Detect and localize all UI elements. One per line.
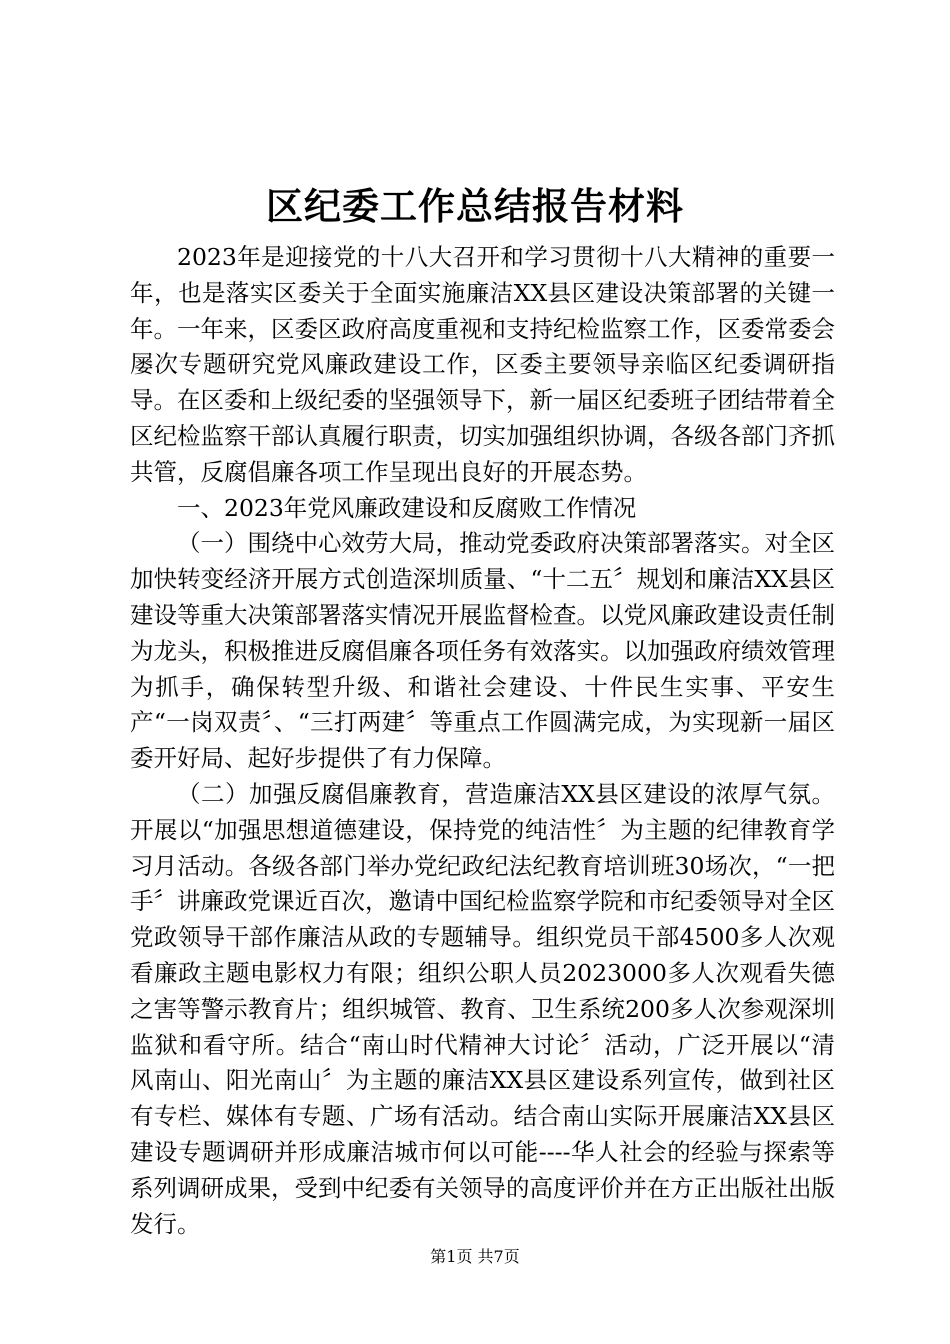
intro-paragraph: 2023年是迎接党的十八大召开和学习贯彻十八大精神的重要一年，也是落实区委关于全面实施廉洁XX县区建设决策部署的关键一年。一年来，区委区政府高度重视和支持纪检监察工作，区委常委会屡次专题研究党风廉政建设工作，区委主要领导亲临区纪委调研指导。在区委和上级纪委的坚强领导下，新一届区纪委班子团结带着全区纪检监察干部认真履行职责，切实加强组织协调，各级各部门齐抓共管，反腐倡廉各项工作呈现出良好的开展态势。 <box>130 243 835 486</box>
document-body <box>130 240 835 1242</box>
section-1-paragraph: （一）围绕中心效劳大局，推动党委政府决策部署落实。对全区加快转变经济开展方式创造深圳质量、“十二五〞规划和廉洁XX县区建设等重大决策部署落实情况开展监督检查。以党风廉政建设责任制为龙头，积极推进反腐倡廉各项任务有效落实。以加强政府绩效管理为抓手，确保转型升级、和谐社会建设、十件民生实事、平安生产“一岗双责〞、“三打两建〞等重点工作圆满完成，为实现新一届区委开好局、起好步提供了有力保障。 <box>130 529 835 773</box>
section-heading: 一、2023年党风廉政建设和反腐败工作情况 <box>177 493 637 522</box>
section-2-paragraph: （二）加强反腐倡廉教育，营造廉洁XX县区建设的浓厚气氛。开展以“加强思想道德建设，保持党的纯洁性〞为主题的纪律教育学习月活动。各级各部门举办党纪政纪法纪教育培训班30场次，“一把手〞讲廉政党课近百次，邀请中国纪检监察学院和市纪委领导对全区党政领导干部作廉洁从政的专题辅导。组织党员干部4500多人次观看廉政主题电影权力有限；组织公职人员2023000多人次观看失德之害等警示教育片；组织城管、教育、卫生系统200多人次参观深圳监狱和看守所。结合“南山时代精神大讨论〞活动，广泛开展以“清风南山、阳光南山〞为主题的廉洁XX县区建设系列宣传，做到社区有专栏、媒体有专题、广场有活动。结合南山实际开展廉洁XX县区建设专题调研并形成廉洁城市何以可能----华人社会的经验与探索等系列调研成果，受到中纪委有关领导的高度评价并在方正出版社出版发行。 <box>130 779 835 1238</box>
page-number-footer: 第1页 共7页 <box>430 1247 520 1266</box>
document-title: 区纪委工作总结报告材料 <box>266 184 684 228</box>
